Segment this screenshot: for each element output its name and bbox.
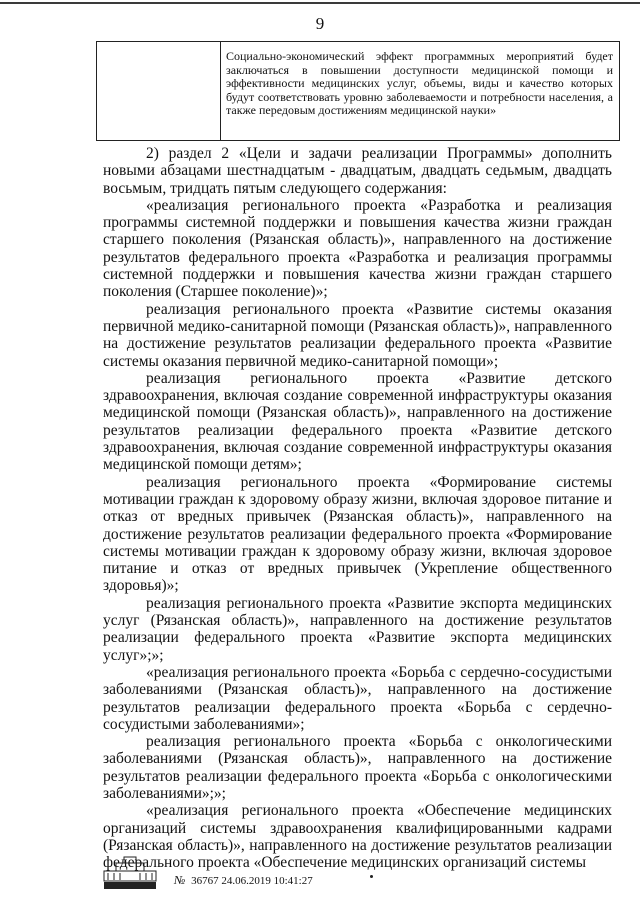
scan-speck: [370, 875, 373, 878]
number-sign: №: [174, 873, 186, 887]
table-empty-cell: [97, 42, 221, 140]
publisher-logo-icon: [102, 855, 158, 891]
paragraph: реализация регионального проекта «Развитие экспорта медицинских услуг (Рязанская область)», направленного на достижение результатов реализации федерального проекта «Развитие экспорта медицинских услуг»;»;: [103, 594, 612, 664]
scan-top-edge: [0, 2, 640, 5]
paragraph: реализация регионального проекта «Формирование системы мотивации граждан к здоровому образу жизни, включая здоровое питание и отказ от вредных привычек (Рязанская область)», направленного на достижение результатов реализации федерального проекта «Формирование системы мотивации граждан к здоровому образу жизни, включая здоровое питание и отказ от вредных привычек (Укрепление общественного здоровья)»;: [103, 473, 612, 595]
paragraph: «реализация регионального проекта «Разработка и реализация программы системной поддержки и повышения качества жизни граждан старшего поколения (Рязанская область)», направленного на достижение результатов федерального проекта «Разработка и реализация программы системной поддержки и повышения качества жизни граждан старшего поколения (Старшее поколение)»;: [103, 196, 612, 301]
paragraph: реализация регионального проекта «Развитие системы оказания первичной медико-санитарной помощи (Рязанская область)», направленного на достижение результатов реализации федерального проекта «Развитие системы оказания первичной медико-санитарной помощи»;: [103, 300, 612, 370]
document-timestamp: 24.06.2019 10:41:27: [221, 875, 313, 887]
document-body: [103, 145, 612, 871]
paragraph: «реализация регионального проекта «Обеспечение медицинских организаций системы здравоохранения квалифицированными кадрами (Рязанская область)», направленного на достижение результатов реализации федерального проекта «Обеспечение медицинских организаций системы: [103, 802, 612, 872]
paragraph: реализация регионального проекта «Развитие детского здравоохранения, включая создание современной инфраструктуры оказания медицинской помощи (Рязанская область)», направленного на достижение результатов реализации федерального проекта «Развитие детского здравоохранения, включая создание современной инфраструктуры оказания медицинской помощи детям»;: [103, 369, 612, 474]
document-id: [174, 873, 313, 888]
paragraph: 2) раздел 2 «Цели и задачи реализации Программы» дополнить новыми абзацами шестнадцатым - двадцатым, двадцать седьмым, двадцать восьмым, тридцать пятым следующего содержания:: [103, 145, 612, 197]
table-text-cell: Социально-экономический эффект программных мероприятий будет заключаться в повышении доступности медицинской помощи и эффективности медицинских услуг, объемы, виды и качество которых будут соответствовать уровню заболеваемости и потребности населения, а также передовым достижениям медицинской науки»: [226, 49, 613, 118]
table-continuation: [96, 41, 620, 141]
paragraph: «реализация регионального проекта «Борьба с сердечно-сосудистыми заболеваниями (Рязанская область)», направленного на достижение результатов реализации федерального проекта «Борьба с сердечно-сосудистыми заболеваниями»;: [103, 663, 612, 733]
paragraph: реализация регионального проекта «Борьба с онкологическими заболеваниями (Рязанская область)», направленного на достижение результатов реализации федерального проекта «Борьба с онкологическими заболеваниями»;»;: [103, 733, 612, 802]
page-number: 9: [315, 14, 325, 33]
document-number: 36767: [191, 875, 219, 887]
page-footer: [102, 855, 422, 895]
